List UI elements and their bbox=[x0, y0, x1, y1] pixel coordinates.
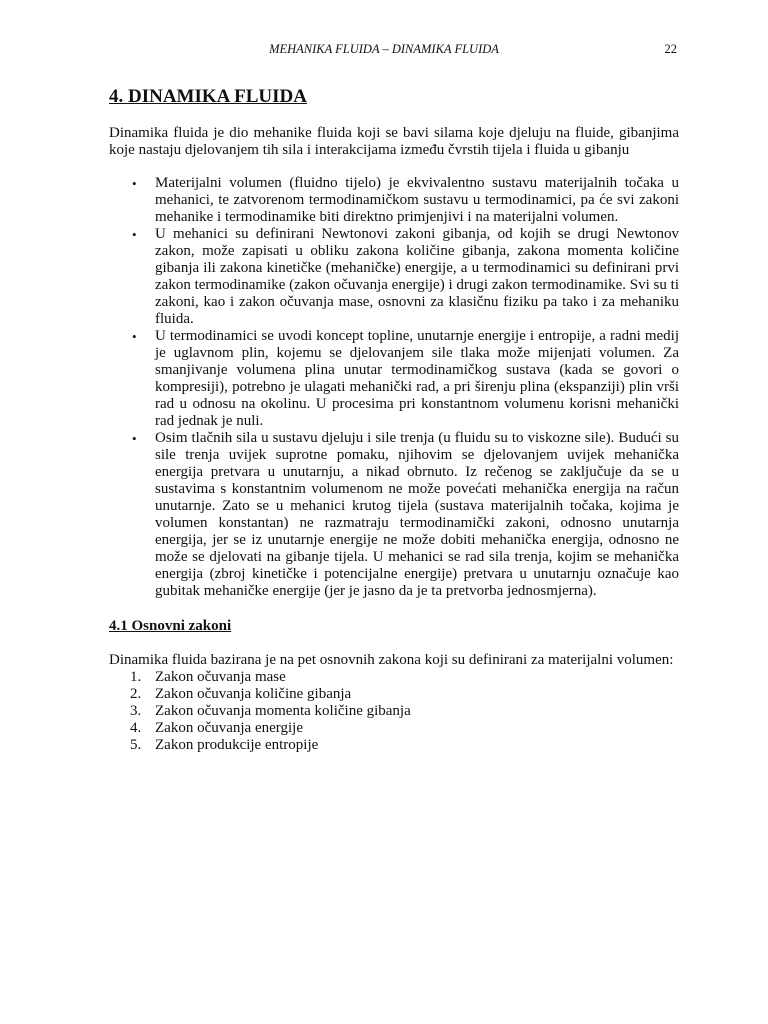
bullet-item bbox=[109, 175, 679, 226]
bullet-text: Materijalni volumen (fluidno tijelo) je ekvivalentno sustavu materijalnih točaka u mehanici, te zatvorenom termodinamičkom sustavu u termodinamici, pa će svi zakoni mehanike i termodinamike biti direktno primjenjivi i na materijalni volumen. bbox=[155, 175, 679, 225]
section-title: 4. DINAMIKA FLUIDA bbox=[109, 86, 307, 107]
law-item bbox=[109, 703, 679, 720]
law-item bbox=[109, 737, 679, 754]
law-number: 2. bbox=[130, 686, 142, 702]
law-text: Zakon očuvanja količine gibanja bbox=[155, 686, 352, 702]
law-number: 5. bbox=[130, 737, 142, 753]
subsection-intro-paragraph: Dinamika fluida bazirana je na pet osnovnih zakona koji su definirani za materijalni volumen: bbox=[109, 652, 674, 668]
laws-list bbox=[109, 669, 679, 754]
law-item bbox=[109, 720, 679, 737]
bullet-text: Osim tlačnih sila u sustavu djeluju i sile trenja (u fluidu su to viskozne sile). Budući su sile trenja uvijek suprotne pomaku, njihovim se djelovanjem uvijek mehanička energija pretvara u unutarnju, a nikad obrnuto. Iz rečenog se zaključuje da se u sustavima s konstantnim volumenom ne može povećati mehanička energija na račun unutarnje. Zato se u mehanici krutog tijela (sustava materijalnih točaka, kojima je volumen konstantan) ne razmatraju termodinamički zakoni, odnosno unutarnja energija, jer se iz unutarnje energije ne može dobiti mehanička energija, odnosno ne može se djelovati na gibanje tijela. U mehanici se rad sila trenja, kojim se mehanička energija (zbroj kinetičke i potencijalne energije) pretvara u unutarnju označuje kao gubitak mehaničke energije (jer je jasno da je ta pretvorba jednosmjerna). bbox=[155, 430, 679, 599]
law-text: Zakon očuvanja energije bbox=[155, 720, 303, 736]
subsection-title: 4.1 Osnovni zakoni bbox=[109, 618, 232, 634]
running-title: MEHANIKA FLUIDA – DINAMIKA FLUIDA bbox=[269, 42, 499, 56]
bullet-icon: • bbox=[132, 431, 137, 446]
law-number: 1. bbox=[130, 669, 142, 685]
section-intro-paragraph: Dinamika fluida je dio mehanike fluida koji se bavi silama koje djeluju na fluide, gibanjima koje nastaju djelovanjem tih sila i interakcijama između čvrstih tijela i fluida u gibanju bbox=[109, 125, 679, 158]
bullet-item bbox=[109, 430, 679, 600]
bullet-list bbox=[109, 175, 679, 600]
page-number: 22 bbox=[664, 42, 677, 56]
law-number: 3. bbox=[130, 703, 142, 719]
law-text: Zakon očuvanja momenta količine gibanja bbox=[155, 703, 411, 719]
bullet-item bbox=[109, 226, 679, 328]
page-content bbox=[109, 85, 679, 754]
bullet-icon: • bbox=[132, 176, 137, 191]
bullet-text: U mehanici su definirani Newtonovi zakoni gibanja, od kojih se drugi Newtonov zakon, može zapisati u obliku zakona količine gibanja, zakona momenta količine gibanja ili zakona kinetičke (mehaničke) energije, a u termodinamici su definirani prvi zakon termodinamike (zakon očuvanja energije) i drugi zakon termodinamike. Svi su ti zakoni, kao i zakon očuvanja mase, osnovni za klasičnu fiziku pa tako i za mehaniku fluida. bbox=[155, 226, 679, 327]
bullet-icon: • bbox=[132, 329, 137, 344]
bullet-text: U termodinamici se uvodi koncept topline, unutarnje energije i entropije, a radni medij je uglavnom plin, kojemu se djelovanjem sile tlaka može mijenjati volumen. Za smanjivanje volumena plina unutar termodinamičkog sustava (kada se govori o kompresiji), potrebno je ulagati mehanički rad, a pri širenju plina (ekspanziji) plin vrši rad u odnosu na okolinu. U procesima pri konstantnom volumenu korisni mehanički rad jednak je nuli. bbox=[155, 328, 679, 429]
law-text: Zakon očuvanja mase bbox=[155, 669, 286, 685]
bullet-item bbox=[109, 328, 679, 430]
law-item bbox=[109, 686, 679, 703]
law-number: 4. bbox=[130, 720, 142, 736]
bullet-icon: • bbox=[132, 227, 137, 242]
law-text: Zakon produkcije entropije bbox=[155, 737, 319, 753]
law-item bbox=[109, 669, 679, 686]
